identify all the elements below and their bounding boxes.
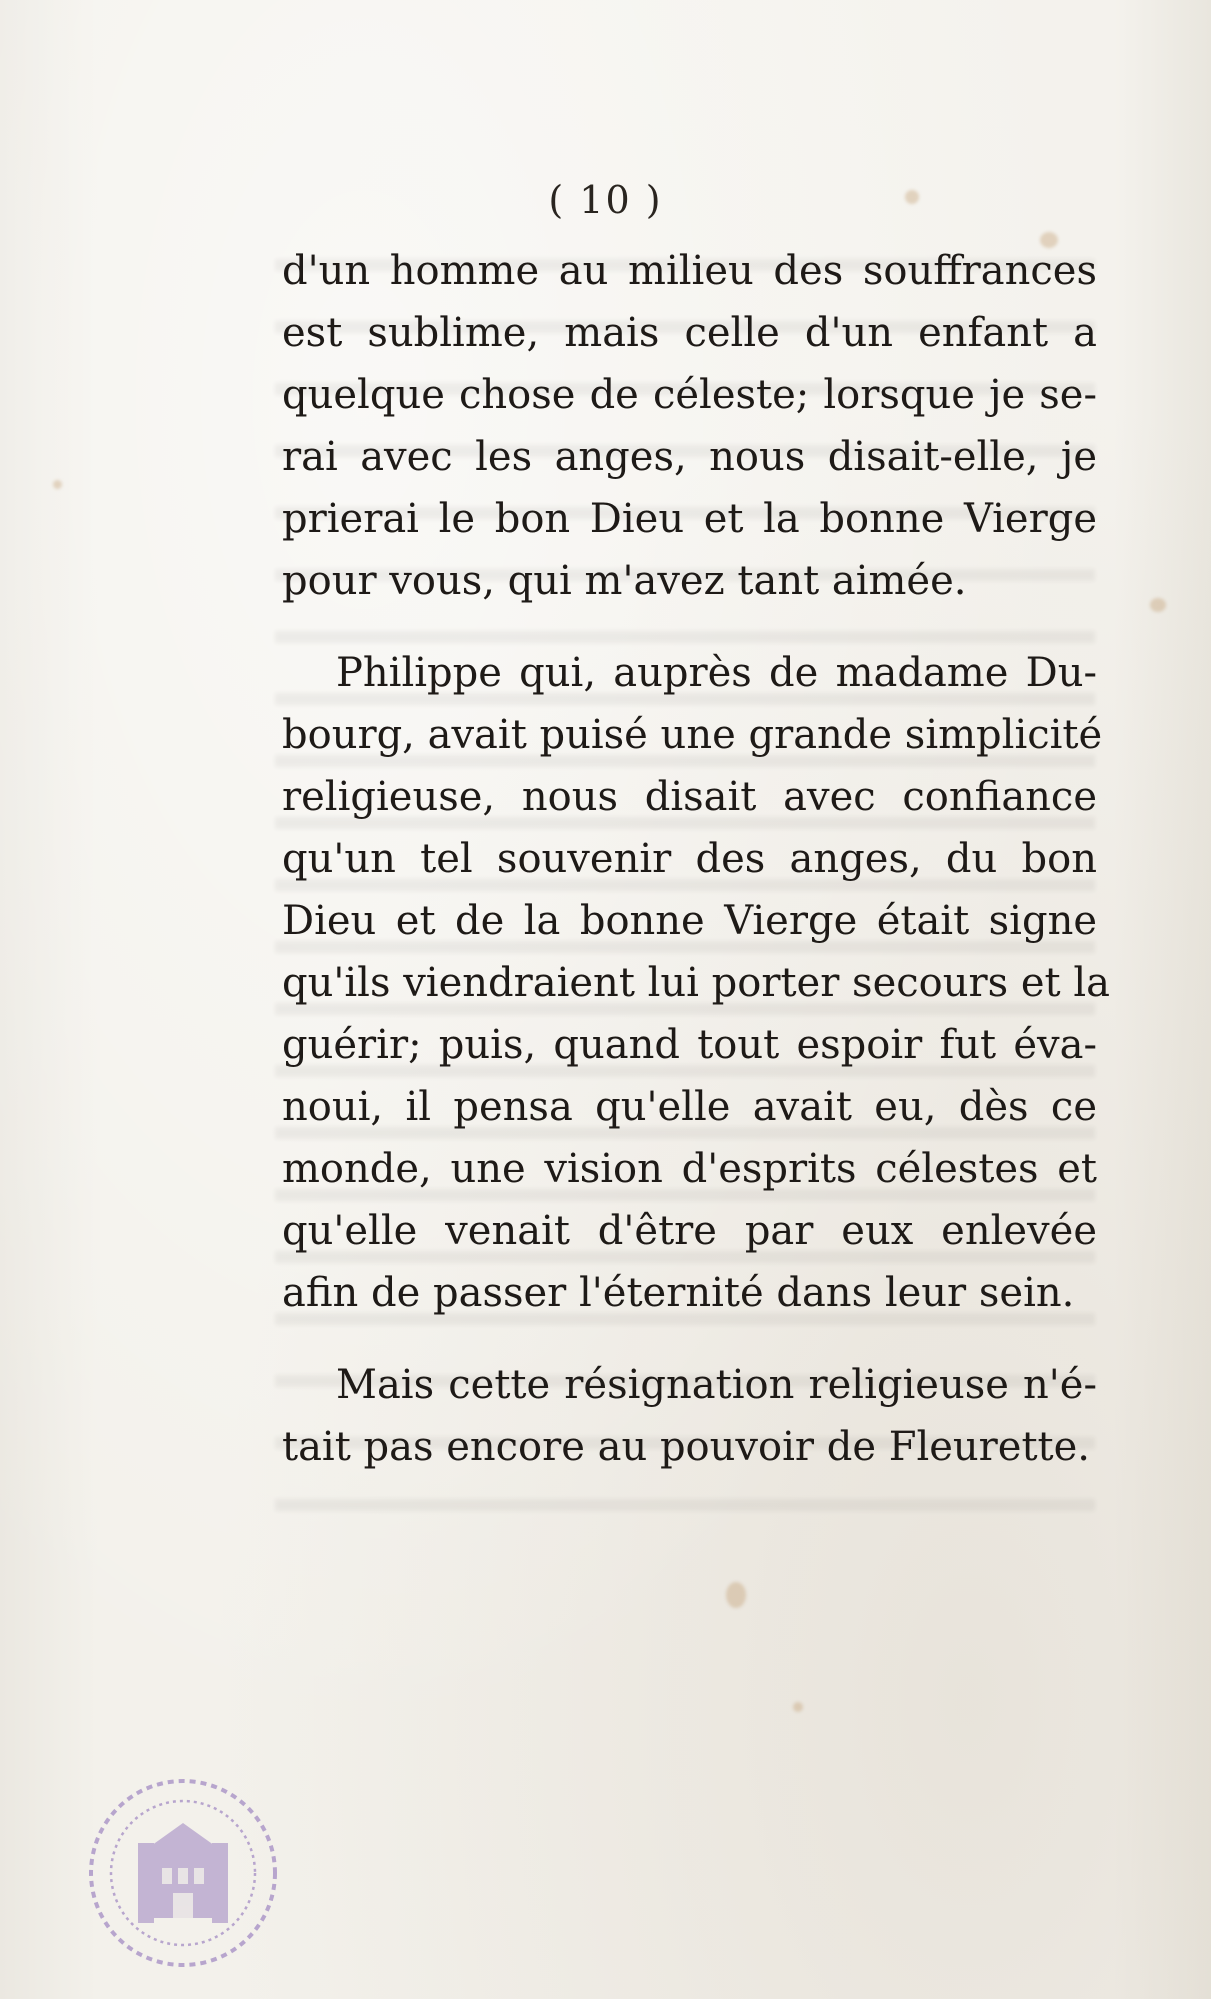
paragraph <box>282 240 1097 612</box>
foxing-spot <box>793 1702 803 1712</box>
library-stamp <box>78 1768 288 1978</box>
paragraph-spacer <box>282 1324 1097 1354</box>
text-line: monde, une vision d'esprits célestes et <box>282 1146 1097 1192</box>
text-line: guérir; puis, quand tout espoir fut éva- <box>282 1022 1097 1068</box>
foxing-spot <box>53 480 62 489</box>
paragraph-spacer <box>282 612 1097 642</box>
text-line: pour vous, qui m'avez tant aimée. <box>282 558 967 604</box>
text-line: bourg, avait puisé une grande simplicité <box>282 712 1103 758</box>
text-line: est sublime, mais celle d'un enfant a <box>282 310 1097 356</box>
foxing-spot <box>726 1582 746 1608</box>
text-line: qu'elle venait d'être par eux enlevée <box>282 1208 1097 1254</box>
text-line: qu'un tel souvenir des anges, du bon <box>282 836 1097 882</box>
paragraph <box>282 642 1110 1324</box>
text-line: tait pas encore au pouvoir de Fleurette. <box>282 1424 1091 1470</box>
body-text <box>282 240 1110 1478</box>
text-line: noui, il pensa qu'elle avait eu, dès ce <box>282 1084 1097 1130</box>
foxing-spot <box>1150 598 1166 612</box>
text-line: quelque chose de céleste; lorsque je se- <box>282 372 1097 418</box>
text-line: d'un homme au milieu des souffrances <box>282 248 1097 294</box>
text-line: Philippe qui, auprès de madame Du- <box>336 650 1097 696</box>
text-line: Dieu et de la bonne Vierge était signe <box>282 898 1097 944</box>
text-line: rai avec les anges, nous disait-elle, je <box>282 434 1097 480</box>
text-line: qu'ils viendraient lui porter secours et la <box>282 960 1110 1006</box>
paragraph <box>282 1354 1097 1478</box>
text-line: religieuse, nous disait avec confiance <box>282 774 1097 820</box>
text-line: prierai le bon Dieu et la bonne Vierge <box>282 496 1097 542</box>
text-line: Mais cette résignation religieuse n'é- <box>336 1362 1097 1408</box>
text-line: afin de passer l'éternité dans leur sein. <box>282 1270 1075 1316</box>
page-number: ( 10 ) <box>548 178 663 222</box>
